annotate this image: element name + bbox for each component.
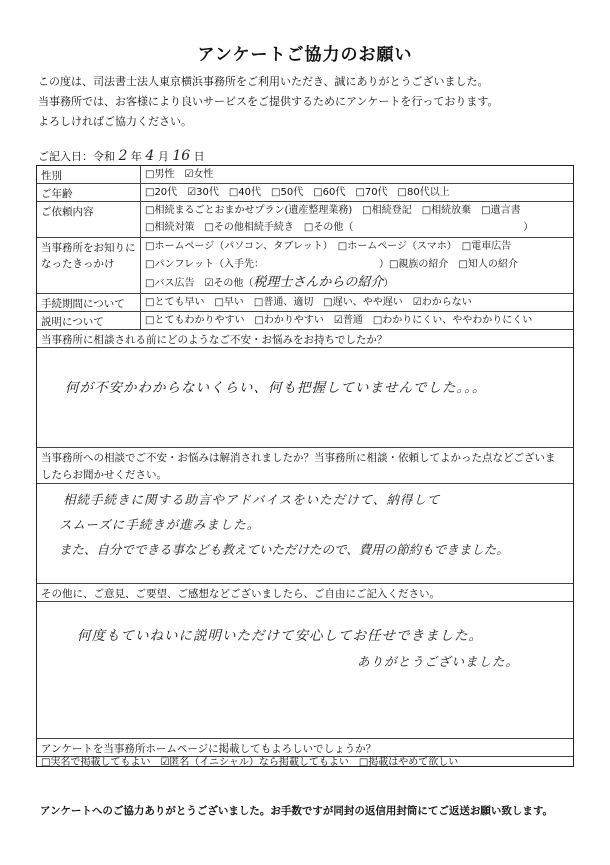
source-options-2[interactable]: □パンフレット（入手先： ）□親族の紹介 □知人の紹介 (145, 259, 518, 270)
row-request (37, 202, 573, 238)
options-gender (141, 166, 573, 183)
q1-question-row (37, 330, 573, 348)
row-duration (37, 294, 573, 312)
row-source (37, 238, 573, 294)
label-source: 当事務所をお知りになったきっかけ (37, 238, 141, 293)
request-options-2[interactable]: □相続対策 □その他相続手続き □その他（ ） (145, 222, 534, 233)
q3-question-row (37, 584, 573, 602)
survey-form (36, 165, 574, 767)
gender-options[interactable]: □男性 ☑女性 (145, 169, 214, 180)
source-other-handwritten: 税理士さんからの紹介 (253, 275, 384, 290)
options-age (141, 184, 573, 201)
intro-line-1: この度は、司法書士法人東京横浜事務所をご利用いただき、誠にありがとうございました。 (38, 75, 489, 88)
q3-answer-line-1: 何度もていねいに説明いただけて安心してお任せできました。 (77, 628, 483, 644)
age-options[interactable]: □20代 ☑30代 □40代 □50代 □60代 □70代 □80代以上 (145, 187, 450, 198)
label-gender: 性別 (37, 166, 141, 183)
duration-options[interactable]: □とても早い □早い □普通、適切 □遅い、やや遅い ☑わからない (145, 297, 472, 308)
intro-line-3: よろしければご協力ください。 (38, 115, 192, 128)
date-prefix: ご記入日：令和 (38, 150, 115, 163)
options-explanation (141, 312, 573, 329)
row-gender (37, 166, 573, 184)
options-source (141, 238, 573, 293)
label-age: ご年齢 (37, 184, 141, 201)
label-explanation: 説明について (37, 312, 141, 329)
date-year: 2 (118, 148, 128, 164)
q2-question-row (37, 448, 573, 484)
q2-question-line-2: したらお聞かせください。 (41, 469, 167, 481)
page-title: アンケートご協力のお願い (197, 45, 413, 65)
source-options-1[interactable]: □ホームページ（パソコン、タブレット） □ホームページ（スマホ） □電車広告 (145, 241, 512, 252)
options-duration (141, 294, 573, 311)
q4-options[interactable]: □実名で掲載してもよい ☑匿名（イニシャル）なら掲載してもよい □掲載はやめて欲しい (41, 757, 459, 768)
q4-options-row (37, 757, 573, 767)
label-request: ご依頼内容 (37, 202, 141, 237)
label-duration: 手続期間について (37, 294, 141, 311)
intro-text (38, 72, 598, 132)
date-month-unit: 月 (157, 150, 169, 163)
intro-line-2: 当事務所では、お客様により良いサービスをご提供するためにアンケートを行っております。 (38, 95, 499, 108)
date-day-unit: 日 (193, 150, 205, 163)
q2-answer-area[interactable] (37, 484, 573, 584)
q2-answer-line-1: 相続手続きに関する助言やアドバイスをいただけて、納得して (63, 492, 441, 507)
options-request (141, 202, 573, 237)
q1-question: 当事務所に相談される前にどのようなご不安・お悩みをお持ちでしたか？ (41, 334, 388, 346)
request-options-1[interactable]: □相続まるごとおまかせプラン(遺産整理業務) □相続登記 □相続放棄 □遺言書 (145, 205, 521, 216)
q2-answer-line-2: スムーズに手続きが進みました。 (59, 517, 261, 532)
date-year-unit: 年 (130, 150, 142, 163)
entry-date (38, 148, 205, 164)
source-other-prefix: □バス広告 ☑その他（ (145, 278, 254, 289)
q3-answer-line-2: ありがとうございました。 (357, 654, 520, 669)
q2-question-line-1: 当事務所への相談でご不安・お悩みは解消されましたか？当事務所に相談・依頼してよかった点などございま (41, 452, 556, 464)
source-other-suffix: ） (383, 278, 394, 289)
row-explanation (37, 312, 573, 330)
q4-question: アンケートを当事務所ホームページに掲載してもよろしいでしょうか？ (41, 743, 377, 755)
explanation-options[interactable]: □とてもわかりやすい □わかりやすい ☑普通 □わかりにくい、ややわかりにくい (145, 315, 533, 326)
row-age (37, 184, 573, 202)
q2-answer-line-3: また、自分でできる事なども教えていただけたので、費用の節約もできました。 (59, 542, 509, 557)
q3-answer-area[interactable] (37, 602, 573, 739)
q1-answer-area[interactable] (37, 348, 573, 448)
source-options-3[interactable] (145, 275, 393, 292)
q3-question: その他に、ご意見、ご要望、ご感想などございましたら、ご自由にご記入ください。 (41, 588, 440, 600)
date-month: 4 (145, 148, 155, 164)
date-day: 16 (172, 148, 191, 164)
footer-note: アンケートへのご協力ありがとうございました。お手数ですが同封の返信用封筒にてご返送お願い致します。 (40, 805, 554, 817)
q1-answer: 何が不安かわからないくらい、何も把握していませんでした。。。 (65, 380, 487, 396)
